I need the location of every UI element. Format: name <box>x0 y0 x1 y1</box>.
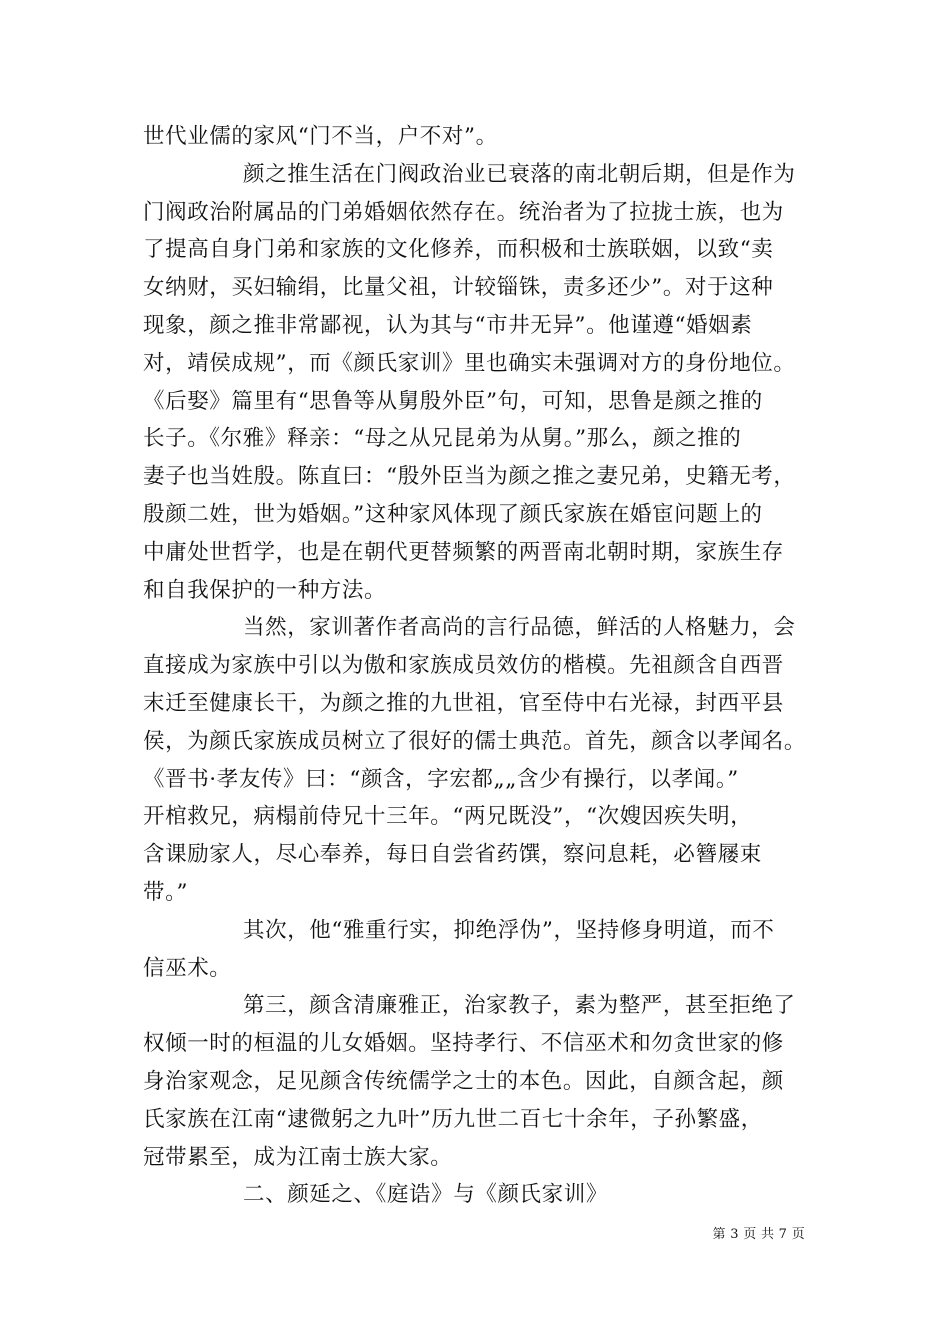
text-line: 门阀政治附属品的门弟婚姻依然存在。统治者为了拉拢士族，也为 <box>143 199 784 225</box>
page-footer: 第 3 页 共 7 页 <box>712 1227 805 1242</box>
text-line: 殷颜二姓，世为婚姻。”这种家风体现了颜氏家族在婚宦问题上的 <box>143 501 763 527</box>
text-line: 女纳财，买妇输绢，比量父祖，计较锱铢，责多还少”。对于这种 <box>143 275 774 301</box>
text-line: 中庸处世哲学，也是在朝代更替频繁的两晋南北朝时期，家族生存 <box>143 539 784 565</box>
paragraph <box>143 1176 813 1214</box>
text-line: 《晋书·孝友传》曰：“颜含，字宏都„„含少有操行，以孝闻。” <box>143 766 739 792</box>
text-line: 二、颜延之、《庭诰》与《颜氏家训》 <box>243 1182 608 1208</box>
text-line: 对，靖侯成规”，而《颜氏家训》里也确实未强调对方的身份地位。 <box>143 350 796 376</box>
paragraph <box>143 912 813 988</box>
text-line: 世代业儒的家风“门不当，户不对”。 <box>143 124 498 149</box>
text-line: 颜之推生活在门阀政治业已衰落的南北朝后期，但是作为 <box>243 161 796 187</box>
text-line: 妻子也当姓殷。陈直曰：“殷外臣当为颜之推之妻兄弟，史籍无考， <box>143 464 796 490</box>
text-line: 现象，颜之推非常鄙视，认为其与“市井无异”。他谨遵“婚姻素 <box>143 312 753 338</box>
text-line: 信巫术。 <box>143 955 232 981</box>
text-line: 侯，为颜氏家族成员树立了很好的儒士典范。首先，颜含以孝闻名。 <box>143 728 807 754</box>
text-line: 直接成为家族中引以为傲和家族成员效仿的楷模。先祖颜含自西晋 <box>143 653 784 679</box>
text-line: 含课励家人，尽心奉养，每日自尝省药馔，察问息耗，必簪屦束 <box>143 842 762 868</box>
text-line: 冠带累至，成为江南士族大家。 <box>143 1144 453 1170</box>
text-line: 第三，颜含清廉雅正，治家教子，素为整严，甚至拒绝了 <box>243 993 796 1019</box>
text-line: 身治家观念，足见颜含传统儒学之士的本色。因此，自颜含起，颜 <box>143 1068 784 1094</box>
text-line: 氏家族在江南“逮微躬之九叶”历九世二百七十余年，子孙繁盛， <box>143 1106 763 1132</box>
paragraph <box>143 987 813 1176</box>
text-line: 末迁至健康长干，为颜之推的九世祖，官至侍中右光禄，封西平县 <box>143 690 784 716</box>
text-line: 《后娶》篇里有“思鲁等从舅殷外臣”句，可知，思鲁是颜之推的 <box>143 388 763 414</box>
text-line: 了提高自身门弟和家族的文化修养，而积极和士族联姻，以致“卖 <box>143 237 774 263</box>
text-line: 开棺救兄，病榻前侍兄十三年。“两兄既没”，“次嫂因疾失明， <box>143 804 753 830</box>
paragraph <box>143 609 813 911</box>
text-line: 带。” <box>143 879 189 905</box>
text-line: 权倾一时的桓温的儿女婚姻。坚持孝行、不信巫术和勿贪世家的修 <box>143 1031 784 1057</box>
text-line: 长子。《尔雅》释亲：“母之从兄昆弟为从舅。”那么，颜之推的 <box>143 426 742 452</box>
paragraph <box>143 118 813 156</box>
text-line: 其次，他“雅重行实，抑绝浮伪”，坚持修身明道，而不 <box>243 917 775 943</box>
text-line: 和自我保护的一种方法。 <box>143 577 387 603</box>
body-text <box>143 118 813 1214</box>
text-line: 当然，家训著作者高尚的言行品德，鲜活的人格魅力，会 <box>243 615 796 641</box>
paragraph <box>143 156 813 610</box>
